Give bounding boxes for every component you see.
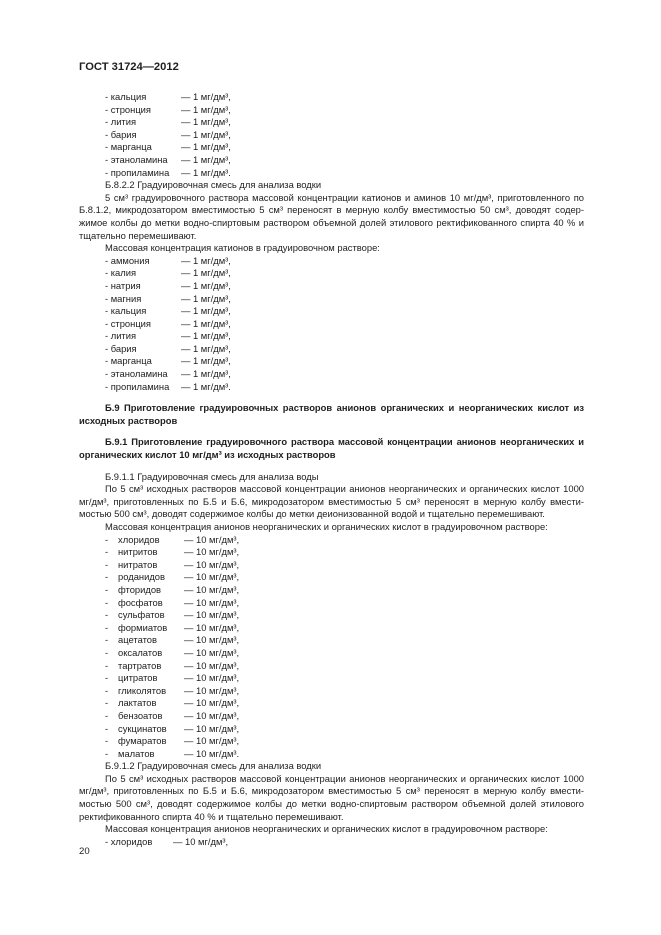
concentration-value: — 10 мг/дм³, — [184, 672, 240, 684]
concentration-value: — 10 мг/дм³, — [184, 697, 240, 709]
concentration-value: — 10 мг/дм³, — [184, 735, 240, 747]
concentration-value: — 1 мг/дм³, — [181, 330, 231, 342]
text-line: Б.8.2.2 Градуировочная смесь для анализа водки — [105, 179, 322, 191]
concentration-value: — 1 мг/дм³, — [181, 279, 231, 291]
substance-name: формиатов — [118, 621, 168, 633]
substance-name: фторидов — [118, 583, 162, 595]
list-bullet: - — [105, 634, 109, 646]
substance-name: малатов — [118, 747, 155, 759]
list-bullet: - — [105, 609, 109, 621]
list-item — [79, 154, 584, 167]
section-heading — [79, 436, 584, 461]
list-bullet: - — [105, 646, 109, 658]
list-item — [79, 672, 584, 685]
list-bullet: - — [105, 735, 109, 747]
concentration-value: — 1 мг/дм³, — [181, 368, 231, 380]
substance-name: бензоатов — [118, 709, 163, 721]
paragraph-line: Б.9 Приготовление градуировочных растворов анионов органических и неорганических кислот из — [105, 402, 584, 414]
text-line: Массовая концентрация анионов неорганических и органических кислот в градуировочном растворе: — [105, 521, 548, 532]
concentration-value: — 10 мг/дм³. — [184, 747, 240, 759]
list-bullet: - — [105, 596, 109, 608]
substance-name: - стронция — [105, 317, 151, 329]
paragraph-line: мостью 500 см³, доводят содержимое колбы до метки водно-спиртовым раствором объемной долей этилового — [79, 798, 584, 810]
paragraph-line: По 5 см³ исходных растворов массовой концентрации анионов неорганических и органических кислот 1000 — [105, 772, 584, 784]
list-bullet: - — [105, 697, 109, 709]
substance-name: - натрия — [105, 279, 141, 291]
paragraph-line: мг/дм³, приготовленных по Б.5 и Б.6, микродозатором вместимостью 5 см³ переносят в мерную колбу вмести- — [79, 495, 584, 507]
list-item — [79, 343, 584, 356]
substance-name: - бария — [105, 342, 137, 354]
paragraph-line: мг/дм³, приготовленных по Б.5 и Б.6, микродозатором вместимостью 5 см³ переносят в мерную колбу вмести- — [79, 785, 584, 797]
concentration-value: — 10 мг/дм³, — [184, 583, 240, 595]
text-line: Массовая концентрация катионов в градуировочном растворе: — [105, 242, 380, 254]
list-bullet: - — [105, 659, 109, 671]
substance-name: нитритов — [118, 546, 158, 558]
list-item — [79, 141, 584, 154]
concentration-value: — 10 мг/дм³, — [184, 596, 240, 608]
text-line: Б.9.1.1 Градуировочная смесь для анализа воды — [105, 470, 319, 482]
concentration-value: — 10 мг/дм³, — [184, 546, 240, 558]
paragraph — [79, 192, 584, 242]
substance-name: фумаратов — [118, 735, 167, 747]
list-item — [79, 280, 584, 293]
list-item — [79, 116, 584, 129]
list-item — [79, 748, 584, 761]
spacer — [79, 462, 584, 471]
concentration-value: — 1 мг/дм³, — [181, 317, 231, 329]
section-heading — [79, 402, 584, 427]
concentration-value: — 10 мг/дм³, — [184, 621, 240, 633]
list-item — [79, 368, 584, 381]
substance-name: - кальция — [105, 91, 147, 102]
concentration-value: — 10 мг/дм³, — [184, 533, 240, 545]
concentration-value: — 1 мг/дм³, — [181, 254, 231, 266]
list-item — [79, 330, 584, 343]
spacer — [79, 393, 584, 402]
list-bullet: - — [105, 709, 109, 721]
page-number: 20 — [79, 846, 90, 857]
paragraph-line: Б.8.1.2, микродозатором вместимостью 5 см³ переносят в мерную колбу вместимостью 50 см³, доводят содер- — [79, 204, 584, 216]
list-bullet: - — [105, 533, 109, 545]
substance-name: нитратов — [118, 558, 158, 570]
substance-name: - калия — [105, 267, 137, 279]
substance-name: - аммония — [105, 254, 150, 266]
concentration-value: — 1 мг/дм³. — [181, 380, 231, 392]
paragraph-line: органических кислот 10 мг/дм³ из исходных растворов — [79, 449, 336, 461]
concentration-value: — 1 мг/дм³, — [181, 292, 231, 304]
list-bullet: - — [105, 546, 109, 558]
concentration-value: — 1 мг/дм³, — [181, 267, 231, 279]
substance-name: - кальция — [105, 305, 147, 317]
concentration-value: — 10 мг/дм³, — [184, 571, 240, 583]
substance-name: сукцинатов — [118, 722, 167, 734]
substance-name: гликолятов — [118, 684, 167, 696]
document-header: ГОСТ 31724—2012 — [79, 61, 179, 73]
concentration-value: — 10 мг/дм³, — [184, 646, 240, 658]
substance-name: - лития — [105, 116, 137, 128]
concentration-value: — 1 мг/дм³, — [181, 141, 231, 153]
concentration-value: — 10 мг/дм³, — [184, 709, 240, 721]
substance-name: фосфатов — [118, 596, 163, 608]
list-item — [79, 104, 584, 117]
paragraph — [79, 483, 584, 521]
concentration-list — [79, 836, 584, 849]
text-line: Массовая концентрация анионов неорганических и органических кислот в градуировочном растворе: — [105, 823, 548, 835]
list-item — [79, 697, 584, 710]
list-bullet: - — [105, 722, 109, 734]
substance-name: - пропиламина — [105, 380, 170, 392]
list-item — [79, 355, 584, 368]
text-line: Б.9.1.2 Градуировочная смесь для анализа водки — [105, 760, 322, 772]
substance-name: роданидов — [118, 571, 165, 583]
paragraph-line: исходных растворов — [79, 414, 178, 426]
list-item — [79, 381, 584, 394]
list-bullet: - — [105, 684, 109, 696]
list-item — [79, 710, 584, 723]
list-bullet: - — [105, 672, 109, 684]
concentration-value: — 10 мг/дм³, — [184, 684, 240, 696]
list-item — [79, 293, 584, 306]
concentration-value: — 10 мг/дм³, — [184, 722, 240, 734]
substance-name: ацетатов — [118, 634, 157, 646]
list-item — [79, 305, 584, 318]
list-bullet: - — [105, 747, 109, 759]
list-item — [79, 255, 584, 268]
concentration-value: — 1 мг/дм³, — [181, 153, 231, 165]
list-item — [79, 597, 584, 610]
concentration-value: — 10 мг/дм³, — [184, 609, 240, 621]
substance-name: - лития — [105, 330, 137, 342]
paragraph — [79, 773, 584, 823]
concentration-value: — 10 мг/дм³, — [184, 558, 240, 570]
paragraph-line: По 5 см³ исходных растворов массовой концентрации анионов неорганических и органических кислот 1000 — [105, 483, 584, 495]
concentration-value: — 10 мг/дм³, — [184, 659, 240, 671]
list-bullet: - — [105, 571, 109, 583]
list-item — [79, 167, 584, 180]
substance-name: - этаноламина — [105, 153, 168, 165]
paragraph-line: мостью 500 см³, доводят содержимое колбы до метки деионизованной водой и тщательно перемешивают. — [79, 508, 545, 520]
concentration-value: — 1 мг/дм³, — [181, 305, 231, 317]
substance-name: оксалатов — [118, 646, 163, 658]
concentration-value: — 10 мг/дм³, — [184, 634, 240, 646]
substance-name: сульфатов — [118, 609, 165, 621]
concentration-value: — 1 мг/дм³, — [181, 342, 231, 354]
list-bullet: - — [105, 621, 109, 633]
list-item — [79, 836, 584, 849]
substance-name: лактатов — [118, 697, 157, 709]
concentration-value: — 1 мг/дм³. — [181, 166, 231, 178]
list-item — [79, 685, 584, 698]
substance-name: - магния — [105, 292, 142, 304]
list-item — [79, 91, 584, 104]
paragraph-line: 5 см³ градуировочного раствора массовой концентрации катионов и аминов 10 мг/дм³, приготовленного по — [105, 191, 584, 203]
list-item — [79, 609, 584, 622]
list-item — [79, 534, 584, 547]
list-item — [79, 735, 584, 748]
list-item — [79, 647, 584, 660]
list-item — [79, 129, 584, 142]
document-body — [79, 91, 584, 848]
list-item — [79, 559, 584, 572]
list-item — [79, 622, 584, 635]
concentration-value: — 1 мг/дм³, — [181, 103, 231, 115]
concentration-value: — 1 мг/дм³, — [181, 91, 231, 102]
concentration-value: — 1 мг/дм³, — [181, 128, 231, 140]
list-bullet: - — [105, 558, 109, 570]
substance-name: - бария — [105, 128, 137, 140]
substance-name: хлоридов — [118, 533, 160, 545]
substance-name: - марганца — [105, 355, 152, 367]
substance-name: цитратов — [118, 672, 158, 684]
concentration-list — [79, 255, 584, 394]
spacer — [79, 427, 584, 436]
concentration-list — [79, 534, 584, 761]
list-item — [79, 546, 584, 559]
substance-name: - хлоридов — [105, 835, 153, 847]
concentration-value: — 1 мг/дм³, — [181, 116, 231, 128]
list-item — [79, 660, 584, 673]
substance-name: тартратов — [118, 659, 162, 671]
list-item — [79, 318, 584, 331]
substance-name: - стронция — [105, 103, 151, 115]
list-bullet: - — [105, 583, 109, 595]
paragraph-line: ректификованного спирта 40 % и тщательно перемешивают. — [79, 810, 344, 822]
list-item — [79, 723, 584, 736]
paragraph-line: жимое колбы до метки водно-спиртовым раствором объемной долей этилового ректификованного спирта 40 % и — [79, 216, 584, 228]
concentration-value: — 1 мг/дм³, — [181, 355, 231, 367]
substance-name: - марганца — [105, 141, 152, 153]
list-item — [79, 634, 584, 647]
paragraph-line: Б.9.1 Приготовление градуировочного раствора массовой концентрации анионов неорганических и — [105, 436, 584, 448]
concentration-value: — 10 мг/дм³, — [173, 835, 229, 847]
list-item — [79, 267, 584, 280]
paragraph-line: тщательно перемешивают. — [79, 229, 197, 241]
concentration-list — [79, 91, 584, 179]
list-item — [79, 571, 584, 584]
list-item — [79, 584, 584, 597]
substance-name: - пропиламина — [105, 166, 170, 178]
substance-name: - этаноламина — [105, 368, 168, 380]
